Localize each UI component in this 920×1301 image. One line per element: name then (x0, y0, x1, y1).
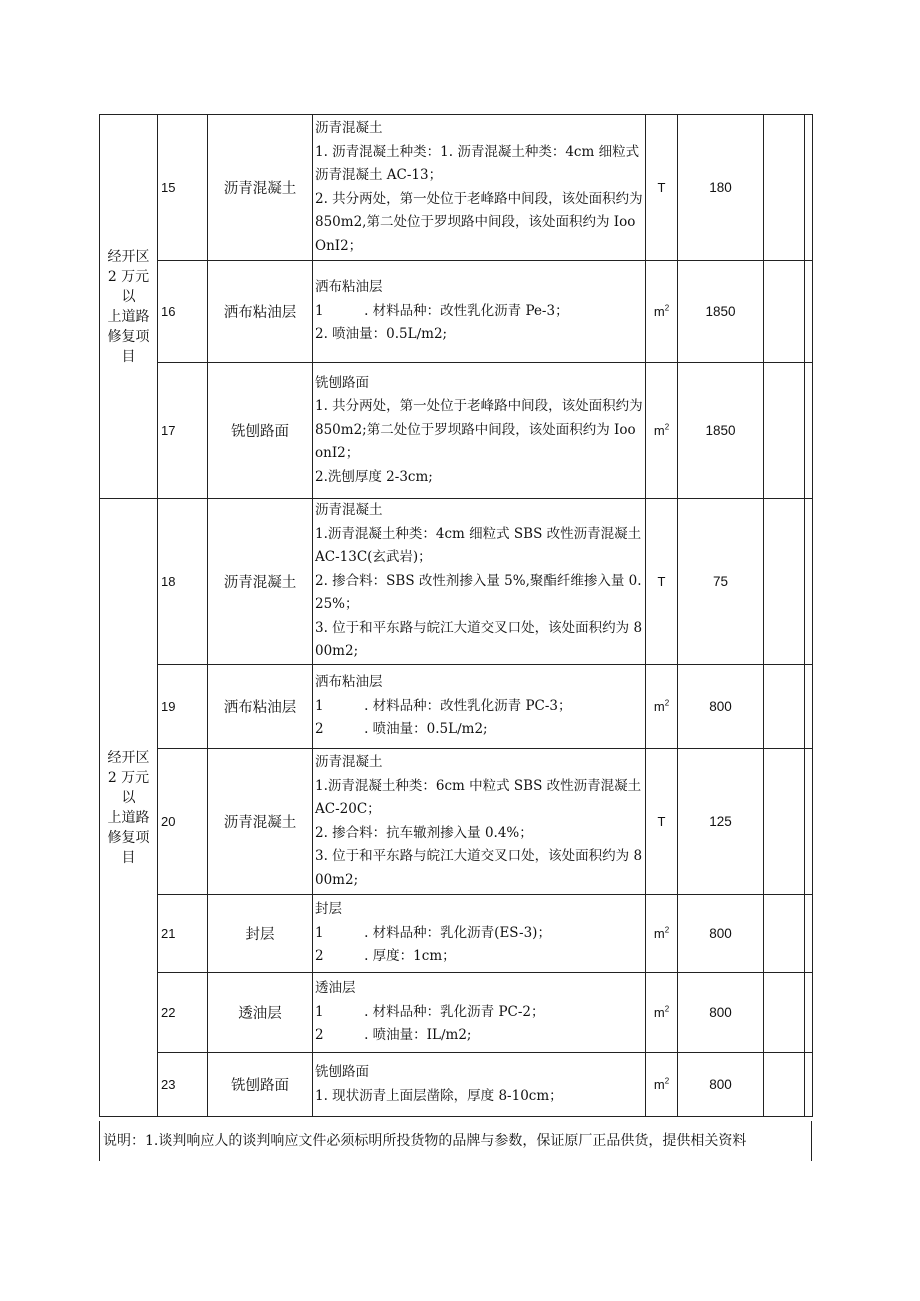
description-line: 2 . 喷油量：IL∕m2; (315, 1027, 472, 1044)
item-unit (646, 115, 678, 261)
item-description (313, 115, 646, 261)
region-cell (100, 499, 158, 1117)
description-line: 1 . 材料品种：乳化沥青 PC-2； (315, 1003, 545, 1020)
item-quantity: 1850 (678, 261, 764, 363)
empty-price-cell (764, 115, 805, 261)
description-line: 1. 共分两处，第一处位于老峰路中间段，该处面积约为 850m2;第二处位于罗坝路中间段，该处面积约为 IooonI2； (315, 398, 643, 462)
item-description (313, 665, 646, 749)
item-name: 透油层 (208, 973, 313, 1053)
item-name: 铣刨路面 (208, 1053, 313, 1117)
item-unit (646, 363, 678, 499)
empty-price-cell (764, 261, 805, 363)
table-row (100, 1053, 813, 1117)
description-line: 1.沥青混凝土种类：4cm 细粒式 SBS 改性沥青混凝土 AC-13C(玄武岩)； (315, 525, 642, 566)
item-number: 21 (158, 895, 208, 973)
unit-text: T (657, 180, 666, 195)
item-unit (646, 749, 678, 895)
description-line: 沥青混凝土 (315, 120, 383, 136)
item-quantity: 125 (678, 749, 764, 895)
empty-price-cell (764, 895, 805, 973)
table-row (100, 261, 813, 363)
description-line: 洒布粘油层 (315, 674, 383, 691)
item-quantity: 800 (678, 665, 764, 749)
item-unit (646, 895, 678, 973)
empty-price-cell (764, 973, 805, 1053)
item-number: 18 (158, 499, 208, 665)
item-unit (646, 665, 678, 749)
table-row (100, 749, 813, 895)
description-line: 1 . 材料品种：改性乳化沥青 PC-3； (315, 697, 572, 714)
item-description (313, 895, 646, 973)
region-label-line: 经开区 (107, 749, 150, 766)
item-description (313, 499, 646, 665)
item-number: 16 (158, 261, 208, 363)
table-row (100, 499, 813, 665)
description-line: 1 . 材料品种：改性乳化沥青 Pe-3； (315, 302, 569, 319)
description-line: 1. 现状沥青上面层凿除，厚度 8-10cm； (315, 1087, 563, 1104)
description-line: 2 . 喷油量：0.5L∕m2; (315, 721, 488, 738)
empty-price-cell (764, 749, 805, 895)
description-line: 1 . 材料品种：乳化沥青(ES-3)； (315, 924, 551, 941)
unit-text: $m^2$ (653, 698, 670, 714)
region-label-line: 修复项 (107, 328, 150, 345)
item-name: 沥青混凝土 (208, 749, 313, 895)
table-row (100, 363, 813, 499)
item-name: 沥青混凝土 (208, 115, 313, 261)
item-number: 22 (158, 973, 208, 1053)
item-description (313, 749, 646, 895)
item-description (313, 261, 646, 363)
item-quantity: 800 (678, 973, 764, 1053)
empty-price-cell (764, 1053, 805, 1117)
empty-remark-cell (805, 363, 813, 499)
description-line: 铣刨路面 (315, 1064, 369, 1080)
item-number: 23 (158, 1053, 208, 1117)
description-line: 沥青混凝土 (315, 754, 383, 770)
description-line: 3. 位于和平东路与皖江大道交叉口处，该处面积约为 800m2; (315, 619, 643, 660)
empty-remark-cell (805, 1053, 813, 1117)
empty-price-cell (764, 665, 805, 749)
item-description (313, 1053, 646, 1117)
empty-remark-cell (805, 895, 813, 973)
region-label-line: 上道路 (107, 809, 150, 826)
item-quantity: 800 (678, 1053, 764, 1117)
item-name: 铣刨路面 (208, 363, 313, 499)
item-description (313, 363, 646, 499)
description-line: 铣刨路面 (315, 374, 369, 391)
region-label-line: 目 (121, 849, 136, 866)
description-line: 3. 位于和平东路与皖江大道交叉口处，该处面积约为 800m2; (315, 848, 643, 888)
item-number: 15 (158, 115, 208, 261)
empty-remark-cell (805, 115, 813, 261)
bill-of-quantities-table (99, 114, 813, 1117)
description-line: 1.沥青混凝土种类：6cm 中粒式 SBS 改性沥青混凝土 AC-20C； (315, 777, 642, 817)
item-number: 19 (158, 665, 208, 749)
table-row (100, 115, 813, 261)
item-number: 20 (158, 749, 208, 895)
description-line: 沥青混凝土 (315, 502, 383, 519)
item-description (313, 973, 646, 1053)
description-line: 2. 掺合料：抗车辙剂掺入量 0.4%； (315, 824, 533, 841)
item-name: 沥青混凝土 (208, 499, 313, 665)
item-quantity: 75 (678, 499, 764, 665)
region-label-line: 上道路 (107, 308, 150, 325)
unit-text: T (657, 814, 666, 829)
table-body (100, 115, 813, 1117)
description-line: 2. 掺合料：SBS 改性剂掺入量 5%,聚酯纤维掺入量 0.25%； (315, 572, 642, 613)
empty-remark-cell (805, 749, 813, 895)
item-name: 洒布粘油层 (208, 261, 313, 363)
region-label-line: 经开区 (107, 248, 150, 265)
description-line: 2.洗刨厚度 2-3cm; (315, 468, 433, 485)
table-row (100, 665, 813, 749)
unit-text: $m^2$ (653, 1076, 670, 1092)
item-unit (646, 499, 678, 665)
region-label-line: 修复项 (107, 829, 150, 846)
table-row (100, 973, 813, 1053)
description-line: 2 . 厚度：1cm； (315, 948, 456, 965)
item-name: 洒布粘油层 (208, 665, 313, 749)
description-line: 2. 共分两处，第一处位于老峰路中间段，该处面积约为 850m2,第二处位于罗坝路中间段，该处面积约为 IooOnI2； (315, 190, 643, 254)
unit-text: $m^2$ (653, 303, 670, 319)
region-cell (100, 115, 158, 499)
item-quantity: 180 (678, 115, 764, 261)
item-unit (646, 973, 678, 1053)
empty-price-cell (764, 363, 805, 499)
region-label-line: 2 万元以 (107, 769, 150, 806)
unit-text: T (657, 574, 666, 589)
item-name: 封层 (208, 895, 313, 973)
unit-text: $m^2$ (653, 925, 670, 941)
description-line: 洒布粘油层 (315, 279, 383, 296)
table-row (100, 895, 813, 973)
empty-price-cell (764, 499, 805, 665)
item-quantity: 1850 (678, 363, 764, 499)
empty-remark-cell (805, 665, 813, 749)
note-text: 说明：1.谈判响应人的谈判响应文件必须标明所投货物的品牌与参数，保证原厂正品供货，提供相关资料 (99, 1121, 812, 1161)
unit-text: $m^2$ (653, 422, 670, 438)
item-number: 17 (158, 363, 208, 499)
empty-remark-cell (805, 261, 813, 363)
item-unit (646, 1053, 678, 1117)
description-line: 封层 (315, 901, 342, 918)
description-line: 透油层 (315, 980, 356, 997)
description-line: 2. 喷油量：0.5L∕m2; (315, 326, 448, 343)
item-unit (646, 261, 678, 363)
empty-remark-cell (805, 973, 813, 1053)
unit-text: $m^2$ (653, 1004, 670, 1020)
empty-remark-cell (805, 499, 813, 665)
region-label-line: 2 万元以 (107, 268, 150, 305)
description-line: 1. 沥青混凝土种类：1. 沥青混凝土种类：4cm 细粒式沥青混凝土 AC-13； (315, 143, 640, 183)
region-label-line: 目 (121, 348, 136, 365)
item-quantity: 800 (678, 895, 764, 973)
